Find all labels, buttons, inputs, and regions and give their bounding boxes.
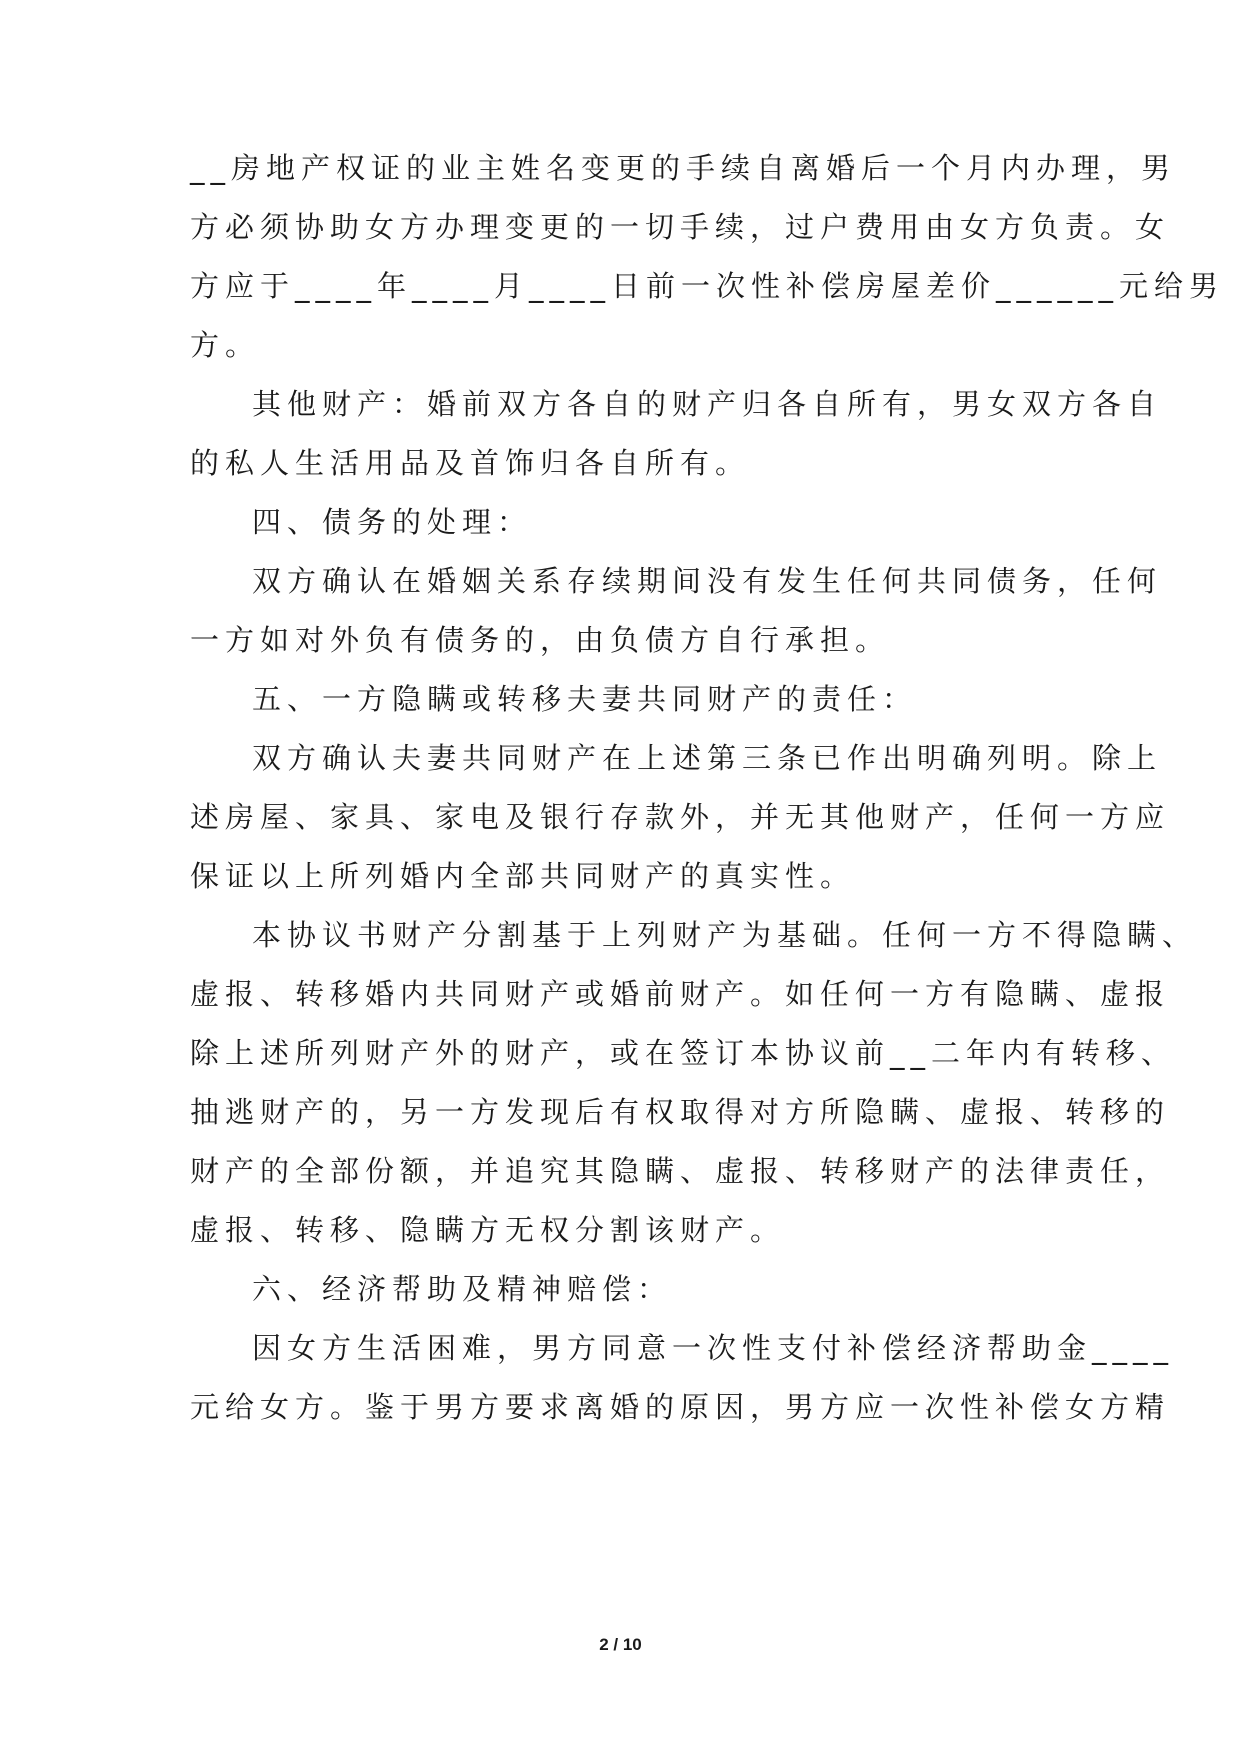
paragraph-first-line: 双方确认夫妻共同财产在上述第三条已作出明确列明。除上 [252, 741, 1163, 775]
page-number: 2 / 10 [599, 1635, 642, 1654]
text-line: 方。 [190, 328, 261, 362]
section-heading: 四、债务的处理： [252, 505, 533, 539]
text-line: 元给女方。鉴于男方要求离婚的原因，男方应一次性补偿女方精 [190, 1390, 1171, 1424]
text-line: 虚报、转移、隐瞒方无权分割该财产。 [190, 1213, 786, 1247]
paragraph-first-line: 本协议书财产分割基于上列财产为基础。任何一方不得隐瞒、 [252, 918, 1198, 952]
text-line: __房地产权证的业主姓名变更的手续自离婚后一个月内办理，男 [190, 151, 1177, 185]
text-line: 述房屋、家具、家电及银行存款外，并无其他财产，任何一方应 [190, 800, 1171, 834]
text-line: 方应于____年____月____日前一次性补偿房屋差价______元给男 [190, 269, 1225, 303]
section-heading: 五、一方隐瞒或转移夫妻共同财产的责任： [252, 682, 918, 716]
section-heading: 六、经济帮助及精神赔偿： [252, 1272, 673, 1306]
text-line: 一方如对外负有债务的，由负债方自行承担。 [190, 623, 891, 657]
paragraph-first-line: 因女方生活困难，男方同意一次性支付补偿经济帮助金____ [252, 1331, 1175, 1365]
text-line: 保证以上所列婚内全部共同财产的真实性。 [190, 859, 856, 893]
text-line: 除上述所列财产外的财产，或在签订本协议前__二年内有转移、 [190, 1036, 1177, 1070]
text-line: 抽逃财产的，另一方发现后有权取得对方所隐瞒、虚报、转移的 [190, 1095, 1171, 1129]
paragraph-first-line: 其他财产：婚前双方各自的财产归各自所有，男女双方各自 [252, 387, 1163, 421]
text-line: 方必须协助女方办理变更的一切手续，过户费用由女方负责。女 [190, 210, 1171, 244]
text-line: 的私人生活用品及首饰归各自所有。 [190, 446, 751, 480]
text-line: 财产的全部份额，并追究其隐瞒、虚报、转移财产的法律责任， [190, 1154, 1171, 1188]
paragraph-first-line: 双方确认在婚姻关系存续期间没有发生任何共同债务，任何 [252, 564, 1163, 598]
text-line: 虚报、转移婚内共同财产或婚前财产。如任何一方有隐瞒、虚报 [190, 977, 1171, 1011]
